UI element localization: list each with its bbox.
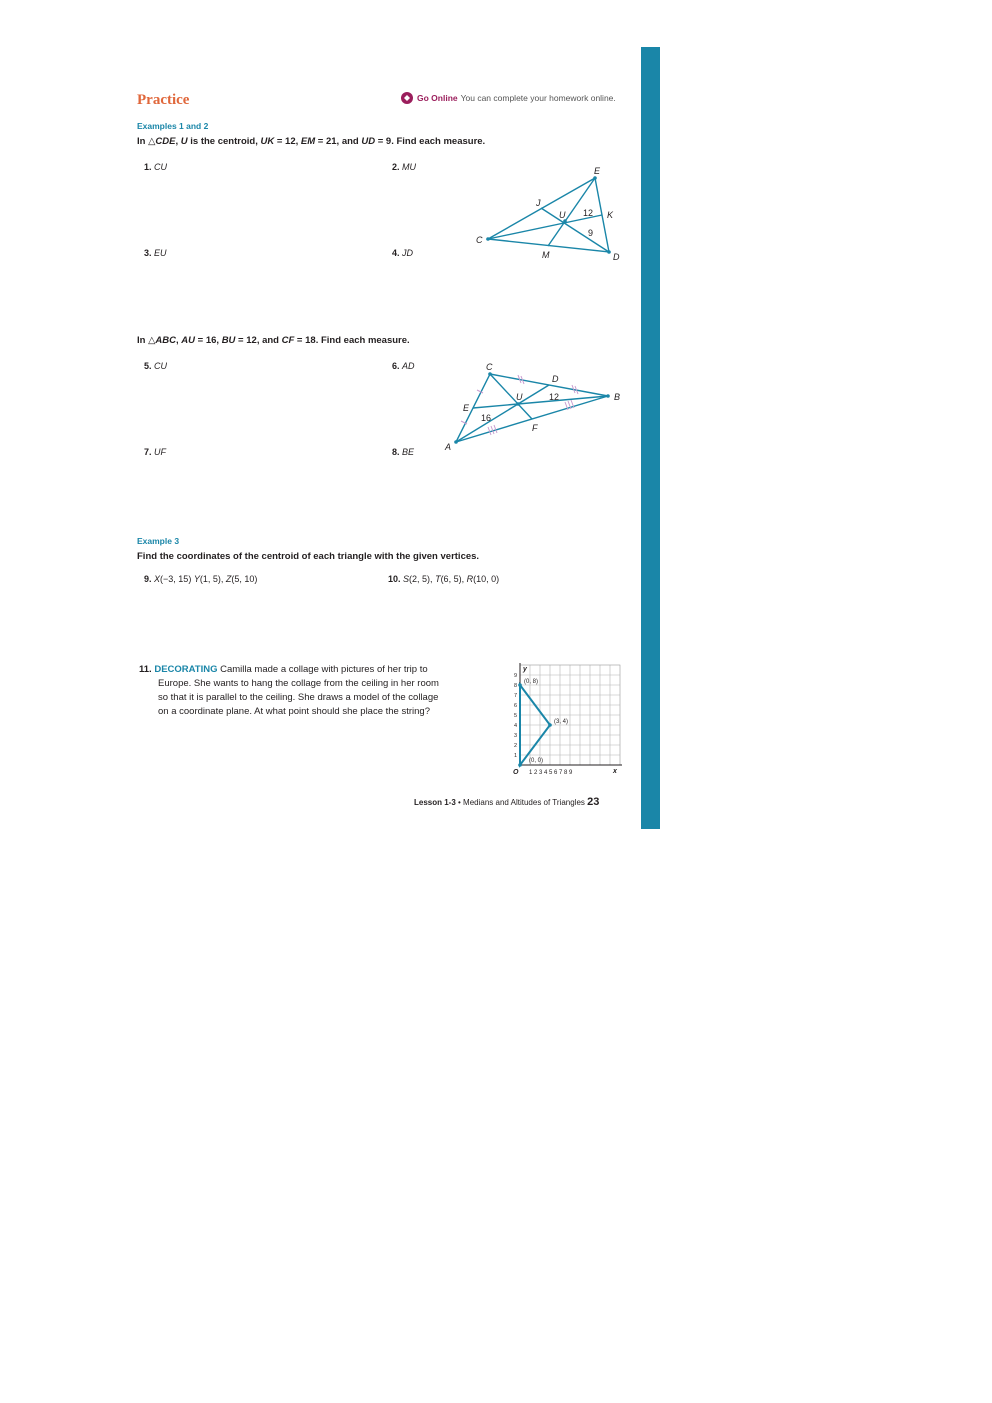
exercise-6: 6. AD xyxy=(392,361,415,371)
page-number: 23 xyxy=(587,796,600,808)
y-tick-label: 7 xyxy=(514,693,518,699)
triangle-abc-figure xyxy=(440,358,630,458)
go-online-text: You can complete your homework online. xyxy=(460,93,616,103)
point-a-label: A xyxy=(445,442,452,452)
side-color-bar xyxy=(641,47,660,829)
exercise-1: 1. CU xyxy=(144,162,168,172)
y-tick-label: 2 xyxy=(514,743,518,749)
exercise-11: 11. DECORATING Camilla made a collage with pictures of her trip to Europe. She wants to hang the collage from the ceiling in her room so that it is parallel to the ceiling. She draws a model of the collage on a coordinate plane. At what point should she place the string? xyxy=(139,664,439,717)
point-f-label: F xyxy=(532,423,538,433)
point-m-label: M xyxy=(542,250,550,260)
exercise-7: 7. UF xyxy=(144,447,167,457)
page-title: Practice xyxy=(137,92,190,108)
origin-label: O xyxy=(513,769,519,776)
point-d-label: D xyxy=(552,374,559,384)
y-axis-label: y xyxy=(523,666,527,673)
y-tick-label: 4 xyxy=(514,723,518,729)
point-label-0-0: (0, 0) xyxy=(529,758,544,764)
median-ck xyxy=(488,215,602,239)
x-axis-label: x xyxy=(613,768,617,775)
exercise-9: 9. X(−3, 15) Y(1, 5), Z(5, 10) xyxy=(144,574,258,584)
point-d-label: D xyxy=(613,252,620,262)
length-bu-label: 12 xyxy=(549,392,560,402)
example-3-heading: Example 3 xyxy=(137,536,180,546)
go-online-link[interactable] xyxy=(401,92,616,104)
y-tick-label: 1 xyxy=(514,753,518,759)
length-ud-label: 9 xyxy=(588,228,594,238)
y-tick-label: 9 xyxy=(514,673,518,679)
exercise-4: 4. JD xyxy=(392,248,414,258)
point-e-label: E xyxy=(594,166,601,176)
go-online-icon xyxy=(401,92,413,104)
section3-instructions: Find the coordinates of the centroid of each triangle with the given vertices. xyxy=(137,551,480,562)
point-c-label: C xyxy=(476,235,483,245)
point-b-label: B xyxy=(614,392,621,402)
point-label-3-4: (3, 4) xyxy=(554,719,569,725)
point-u-label: U xyxy=(516,392,523,402)
point-u-label: U xyxy=(559,210,566,220)
section2-instructions: In △ABC, AU = 16, BU = 12, and CF = 18. Find each measure. xyxy=(137,335,410,346)
triangle-cde-figure xyxy=(470,160,630,265)
x-tick-labels: 1 2 3 4 5 6 7 8 9 xyxy=(529,770,573,776)
go-online-label: Go Online xyxy=(417,93,458,103)
exercise-2: 2. MU xyxy=(392,162,417,172)
exercise-5: 5. CU xyxy=(144,361,168,371)
examples-1-2-heading: Examples 1 and 2 xyxy=(137,121,209,131)
y-tick-label: 5 xyxy=(514,713,518,719)
y-tick-label: 8 xyxy=(514,683,518,689)
decorating-tag: DECORATING xyxy=(154,664,218,675)
point-e-label: E xyxy=(463,403,470,413)
length-uk-label: 12 xyxy=(583,208,594,218)
point-label-0-8: (0, 8) xyxy=(524,679,539,685)
page-footer: Lesson 1-3 • Medians and Altitudes of Triangles 23 xyxy=(414,796,600,808)
y-tick-labels xyxy=(514,673,517,759)
y-tick-label: 3 xyxy=(514,733,518,739)
exercise-8: 8. BE xyxy=(392,447,415,457)
collage-coordinate-graph xyxy=(508,660,626,778)
exercise-3: 3. EU xyxy=(144,248,167,258)
section1-instructions: In △CDE, U is the centroid, UK = 12, EM = 21, and UD = 9. Find each measure. xyxy=(137,136,486,147)
y-tick-label: 6 xyxy=(514,703,518,709)
point-k-label: K xyxy=(607,210,614,220)
point-c-label: C xyxy=(486,362,493,372)
exercise-10: 10. S(2, 5), T(6, 5), R(10, 0) xyxy=(388,574,500,584)
point-j-label: J xyxy=(536,198,541,208)
length-au-label: 16 xyxy=(481,413,492,423)
